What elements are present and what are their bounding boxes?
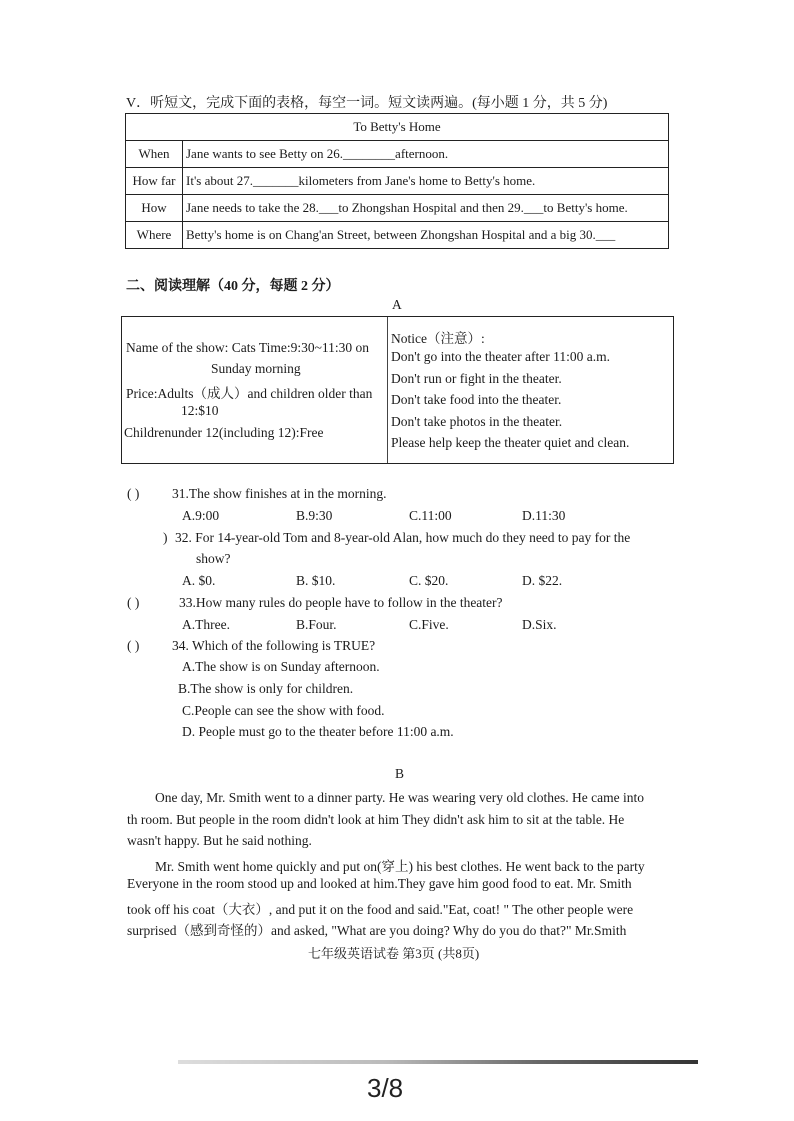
option: D.11:30 — [522, 508, 566, 523]
scan-edge-line — [178, 1060, 698, 1064]
answer-paren: ( ) — [127, 638, 140, 653]
row-label: Where — [126, 222, 183, 249]
show-info-panel — [122, 317, 388, 463]
reading-heading: 二、阅读理解（40 分，每题 2 分） — [126, 279, 340, 294]
notice-item: Don't take photos in the theater. — [391, 414, 563, 429]
row-label: When — [126, 141, 183, 168]
notice-item: Don't go into the theater after 11:00 a.m. — [391, 349, 610, 364]
passage-line: One day, Mr. Smith went to a dinner party. He was wearing very old clothes. He came into — [155, 790, 644, 805]
row-text: It's about 27._______kilometers from Jane's home to Betty's home. — [183, 168, 669, 195]
show-info-line: Price:Adults（成人）and children older than — [126, 386, 373, 401]
row-label: How — [126, 195, 183, 222]
row-text: Jane wants to see Betty on 26.________afternoon. — [183, 141, 669, 168]
option: A. $0. — [182, 573, 216, 588]
row-label: How far — [126, 168, 183, 195]
table-row — [126, 222, 669, 249]
option: C.11:00 — [409, 508, 452, 523]
page-footer-label: 七年级英语试卷 第3页 (共8页) — [308, 946, 480, 961]
question-stem: 33.How many rules do people have to follow in the theater? — [179, 595, 503, 610]
table-row — [126, 195, 669, 222]
option: A.Three. — [182, 617, 230, 632]
answer-paren: ( ) — [127, 595, 140, 610]
table-row — [126, 168, 669, 195]
option: B. $10. — [296, 573, 336, 588]
passage-line: surprised（感到奇怪的）and asked, "What are you doing? Why do you do that?" Mr.Smith — [127, 923, 627, 938]
show-notice-box — [121, 316, 674, 464]
question-stem: 32. For 14-year-old Tom and 8-year-old Alan, how much do they need to pay for the — [175, 530, 631, 545]
option: D. $22. — [522, 573, 563, 588]
show-info-line: Name of the show: Cats Time:9:30~11:30 on — [126, 340, 370, 355]
option: C.Five. — [409, 617, 449, 632]
question-stem: 34. Which of the following is TRUE? — [172, 638, 376, 653]
question-stem: 31.The show finishes at in the morning. — [172, 486, 387, 501]
row-text: Betty's home is on Chang'an Street, between Zhongshan Hospital and a big 30.___ — [183, 222, 669, 249]
show-info-line: Childrenunder 12(including 12):Free — [124, 425, 324, 440]
passage-line: wasn't happy. But he said nothing. — [127, 833, 312, 848]
passage-line: took off his coat（大衣）, and put it on the food and said."Eat, coat! " The other people were — [127, 902, 634, 917]
question-stem-cont: show? — [196, 551, 231, 566]
show-info-line: Sunday morning — [211, 361, 301, 376]
table-title-row — [126, 114, 669, 141]
passage-line: th room. But people in the room didn't look at him They didn't ask him to sit at the table. He — [127, 812, 625, 827]
option: A.9:00 — [182, 508, 220, 523]
option: C. $20. — [409, 573, 449, 588]
option: D.Six. — [522, 617, 557, 632]
listening-table — [125, 113, 669, 249]
page-counter: 3/8 — [367, 1073, 404, 1103]
passage-line: Mr. Smith went home quickly and put on(穿上) his best clothes. He went back to the party — [155, 859, 645, 874]
part-a-label: A — [392, 297, 402, 312]
table-title: To Betty's Home — [126, 114, 669, 141]
notice-item: Don't run or fight in the theater. — [391, 371, 562, 386]
answer-paren: ) — [163, 530, 168, 545]
option: A.The show is on Sunday afternoon. — [182, 659, 380, 674]
answer-paren: ( ) — [127, 486, 140, 501]
option: C.People can see the show with food. — [182, 703, 385, 718]
notice-item: Please help keep the theater quiet and clean. — [391, 435, 630, 450]
option: B.The show is only for children. — [178, 681, 354, 696]
option: D. People must go to the theater before 11:00 a.m. — [182, 724, 454, 739]
part-b-label: B — [395, 766, 405, 781]
notice-item: Don't take food into the theater. — [391, 392, 562, 407]
option: B.9:30 — [296, 508, 333, 523]
passage-line: Everyone in the room stood up and looked at him.They gave him good food to eat. Mr. Smith — [127, 876, 632, 891]
notice-title: Notice（注意）: — [391, 331, 485, 346]
row-text: Jane needs to take the 28.___to Zhongshan Hospital and then 29.___to Betty's home. — [183, 195, 669, 222]
table-row — [126, 141, 669, 168]
option: B.Four. — [296, 617, 337, 632]
listening-heading: V．听短文，完成下面的表格，每空一词。短文读两遍。(每小题 1 分，共 5 分) — [126, 96, 608, 111]
show-info-line: 12:$10 — [181, 403, 219, 418]
